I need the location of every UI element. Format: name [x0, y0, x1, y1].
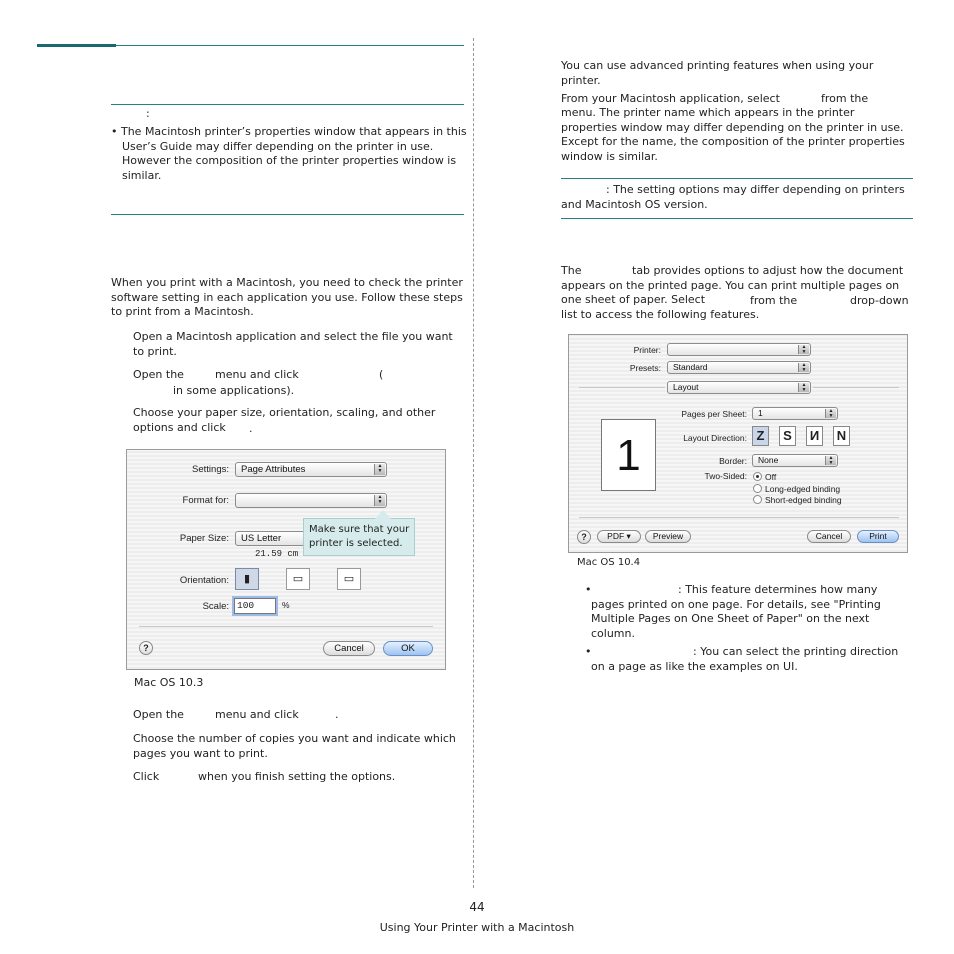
header-accent-bar [37, 44, 116, 47]
callout-box [303, 518, 415, 556]
layout-text-dropdown: drop-down [850, 294, 909, 307]
right-note-bottom-rule [561, 218, 913, 219]
page-preview-number: 1 [616, 431, 641, 480]
page-setup-dialog [126, 449, 446, 670]
presets-popup[interactable] [667, 361, 811, 374]
popup-arrows-icon: ▲ ▼ [374, 464, 385, 475]
bullet-layout-direction: : You can select the printing direction on a page as like the examples on UI. [591, 645, 899, 673]
direction-z-icon[interactable]: Z [752, 426, 769, 446]
presets-value: Standard [673, 362, 708, 372]
layout-text-list: list to access the following features. [561, 308, 760, 321]
step-2-paren: ( [379, 368, 384, 381]
layout-text-tab: tab provides options to adjust how the document appears on the printed page. You can print multiple pages on one sheet of paper. Select [561, 264, 904, 307]
preview-button[interactable]: Preview [645, 530, 691, 543]
two-sided-off-label: Off [765, 472, 777, 482]
popup-arrows-icon: ▲ ▼ [374, 495, 385, 506]
panel-separator-right [813, 387, 899, 388]
step-5: Choose the number of copies you want and indicate which pages you want to print. [133, 732, 456, 760]
page-number: 44 [469, 900, 485, 914]
header-rule [116, 45, 464, 46]
dialog-separator [139, 626, 433, 627]
format-for-label: Format for: [182, 495, 229, 506]
layout-text-from: from the [750, 294, 798, 307]
cancel-button[interactable]: Cancel [323, 641, 375, 656]
two-sided-long-label: Long-edged binding [765, 484, 841, 494]
landscape-right-orientation-icon[interactable]: ▭ [337, 568, 361, 590]
step-1: Open a Macintosh application and select the file you want to print. [133, 330, 453, 358]
bullet-1-marker: • [585, 583, 592, 596]
note-label-colon: : [146, 107, 150, 120]
pages-per-sheet-value: 1 [758, 408, 763, 418]
dialog2-separator [579, 517, 899, 518]
note-bottom-rule [111, 214, 464, 215]
right-paragraph-2a: From your Macintosh application, select [561, 92, 780, 105]
right-note-top-rule [561, 178, 913, 179]
panel-separator-left [579, 387, 665, 388]
direction-n-reverse-icon[interactable]: И [806, 426, 823, 446]
paper-size-value: US Letter [241, 533, 282, 544]
page-preview [601, 419, 656, 491]
paper-dimensions: 21.59 cm [255, 549, 299, 559]
two-sided-long-radio[interactable] [753, 484, 762, 493]
scale-unit: % [282, 600, 290, 610]
right-paragraph-2b: from the [821, 92, 869, 105]
direction-n-icon[interactable]: N [833, 426, 850, 446]
right-note: : The setting options may differ depending on printers and Macintosh OS version. [561, 183, 905, 211]
step-3-period: . [249, 422, 253, 435]
orientation-label: Orientation: [179, 575, 229, 586]
panel-value: Layout [673, 382, 699, 392]
layout-direction-label: Layout Direction: [683, 433, 747, 443]
paper-size-label: Paper Size: [179, 533, 229, 544]
scale-input[interactable]: 100 [234, 598, 276, 614]
border-value: None [758, 455, 779, 465]
step-6-click: Click [133, 770, 160, 783]
popup-arrows-icon: ▲ ▼ [798, 383, 809, 392]
popup-arrows-icon: ▲ ▼ [825, 409, 836, 418]
help-icon[interactable]: ? [577, 530, 591, 544]
border-label: Border: [719, 456, 747, 466]
right-paragraph-1: You can use advanced printing features when using your printer. [561, 59, 874, 87]
popup-arrows-icon: ▲ ▼ [825, 456, 836, 465]
printer-label: Printer: [633, 345, 661, 355]
step-3: Choose your paper size, orientation, scaling, and other options and click [133, 406, 436, 434]
settings-label: Settings: [192, 464, 229, 475]
bullet-2-marker: • [585, 645, 592, 658]
layout-text-the: The [561, 264, 582, 277]
step-4-menu: menu and click [215, 708, 299, 721]
settings-value: Page Attributes [241, 464, 306, 475]
callout-text: Make sure that your printer is selected. [309, 524, 410, 549]
printer-popup[interactable] [667, 343, 811, 356]
footer-chapter-title: Using Your Printer with a Macintosh [379, 921, 575, 934]
two-sided-short-radio[interactable] [753, 495, 762, 504]
right-paragraph-2c: menu. The printer name which appears in the printer properties window may differ depending on the printer in use. Except for the name, the composition of the printer properties window is similar. [561, 106, 905, 163]
step-2-open: Open the [133, 368, 184, 381]
presets-label: Presets: [629, 363, 661, 373]
step-6-rest: when you finish setting the options. [198, 770, 396, 783]
note-bullet: • The Macintosh printer’s properties window that appears in this User’s Guide may differ depending on the printer in use. However the composition of the printer properties window is similar. [111, 125, 467, 182]
format-for-popup[interactable] [235, 493, 387, 508]
callout-pointer-icon [375, 510, 391, 519]
step-2-menu: menu and click [215, 368, 299, 381]
landscape-left-orientation-icon[interactable]: ▭ [286, 568, 310, 590]
border-popup[interactable] [752, 454, 838, 467]
cancel-button[interactable]: Cancel [807, 530, 851, 543]
print-button[interactable]: Print [857, 530, 899, 543]
panel-popup[interactable] [667, 381, 811, 394]
direction-s-icon[interactable]: S [779, 426, 796, 446]
pdf-button[interactable]: PDF ▾ [597, 530, 641, 543]
settings-popup[interactable] [235, 462, 387, 477]
bullet-pages-per-sheet: : This feature determines how many pages printed on one page. For details, see "Printing Multiple Pages on One Sheet of Paper" on the next column. [591, 583, 881, 640]
pages-per-sheet-label: Pages per Sheet: [681, 409, 747, 419]
dialog2-caption: Mac OS 10.4 [577, 557, 641, 568]
step-4-period: . [335, 708, 339, 721]
intro-paragraph: When you print with a Macintosh, you need to check the printer software setting in each application you use. Follow these steps to print from a Macintosh. [111, 276, 463, 319]
help-icon[interactable]: ? [139, 641, 153, 655]
step-4-open: Open the [133, 708, 184, 721]
pages-per-sheet-popup[interactable] [752, 407, 838, 420]
popup-arrows-icon: ▲ ▼ [798, 363, 809, 372]
popup-arrows-icon: ▲ ▼ [798, 345, 809, 354]
portrait-orientation-icon[interactable]: ▮ [235, 568, 259, 590]
dialog1-caption: Mac OS 10.3 [134, 676, 204, 689]
step-2-apps: in some applications). [173, 384, 295, 397]
paper-size-popup[interactable] [235, 531, 305, 546]
note-top-rule [111, 104, 464, 105]
scale-label: Scale: [202, 601, 229, 612]
two-sided-label: Two-Sided: [704, 471, 747, 481]
two-sided-off-radio[interactable] [753, 472, 762, 481]
ok-button[interactable]: OK [383, 641, 433, 656]
two-sided-short-label: Short-edged binding [765, 495, 842, 505]
print-layout-dialog [568, 334, 908, 553]
